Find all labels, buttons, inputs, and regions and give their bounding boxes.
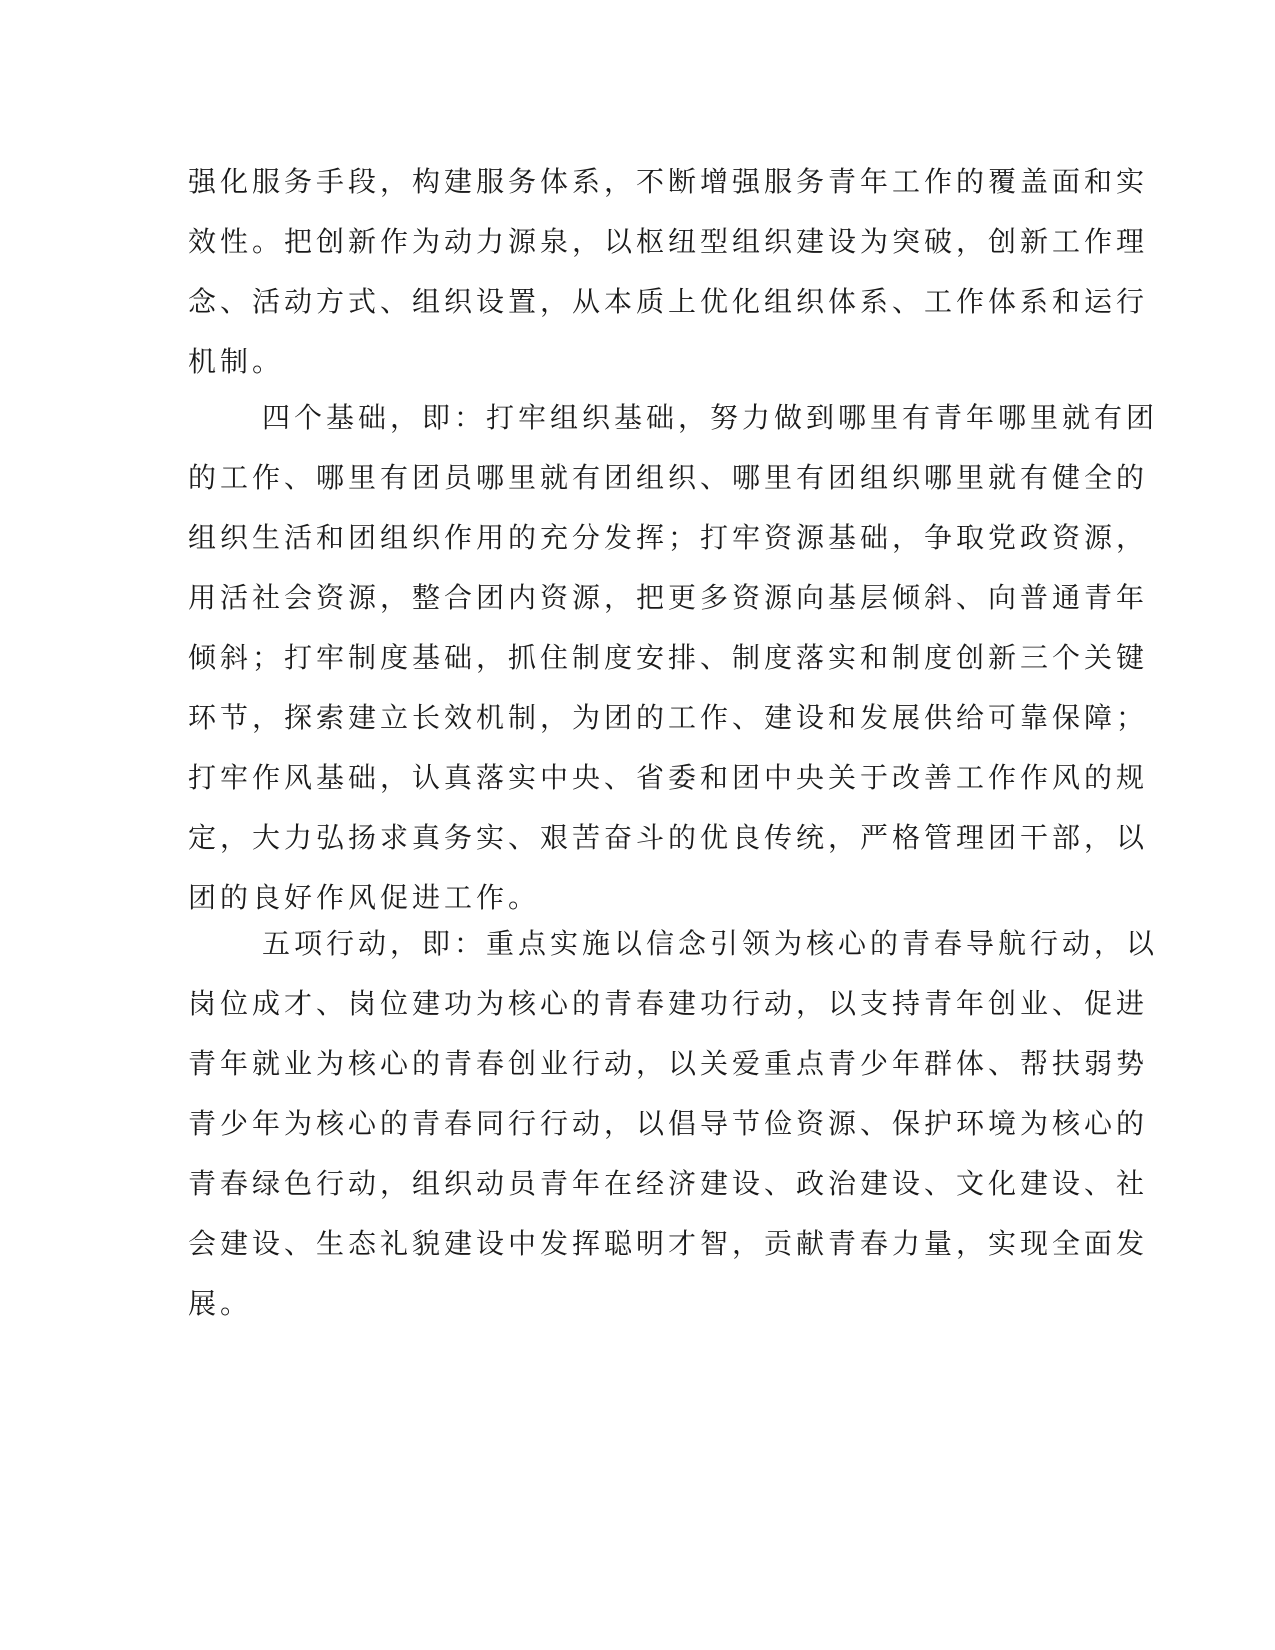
paragraph-line: 团的良好作风促进工作。	[188, 881, 541, 914]
paragraph-line: 五项行动，即：重点实施以信念引领为核心的青春导航行动，以	[262, 927, 1159, 960]
paragraph-line: 倾斜；打牢制度基础，抓住制度安排、制度落实和制度创新三个关键	[188, 641, 1149, 674]
paragraph-line: 打牢作风基础，认真落实中央、省委和团中央关于改善工作作风的规	[188, 761, 1149, 794]
paragraph-line: 效性。把创新作为动力源泉，以枢纽型组织建设为突破，创新工作理	[188, 225, 1149, 258]
paragraph-line: 组织生活和团组织作用的充分发挥；打牢资源基础，争取党政资源，	[188, 521, 1149, 554]
paragraph-line: 岗位成才、岗位建功为核心的青春建功行动，以支持青年创业、促进	[188, 987, 1149, 1020]
paragraph-line: 念、活动方式、组织设置，从本质上优化组织体系、工作体系和运行	[188, 285, 1149, 318]
paragraph-line: 青春绿色行动，组织动员青年在经济建设、政治建设、文化建设、社	[188, 1167, 1149, 1200]
paragraph-3	[188, 914, 1159, 1334]
paragraph-line: 的工作、哪里有团员哪里就有团组织、哪里有团组织哪里就有健全的	[188, 461, 1149, 494]
paragraph-line: 用活社会资源，整合团内资源，把更多资源向基层倾斜、向普通青年	[188, 581, 1149, 614]
paragraph-line: 定，大力弘扬求真务实、艰苦奋斗的优良传统，严格管理团干部，以	[188, 821, 1149, 854]
paragraph-2	[188, 388, 1159, 928]
paragraph-line: 青年就业为核心的青春创业行动，以关爱重点青少年群体、帮扶弱势	[188, 1047, 1149, 1080]
paragraph-line: 青少年为核心的青春同行行动，以倡导节俭资源、保护环境为核心的	[188, 1107, 1149, 1140]
paragraph-line: 四个基础，即：打牢组织基础，努力做到哪里有青年哪里就有团	[262, 401, 1159, 434]
paragraph-line: 会建设、生态礼貌建设中发挥聪明才智，贡献青春力量，实现全面发	[188, 1227, 1149, 1260]
paragraph-line: 环节，探索建立长效机制，为团的工作、建设和发展供给可靠保障；	[188, 701, 1149, 734]
paragraph-line: 强化服务手段，构建服务体系，不断增强服务青年工作的覆盖面和实	[188, 165, 1149, 198]
paragraph-line: 展。	[188, 1287, 253, 1320]
paragraph-1	[188, 152, 1149, 392]
paragraph-line: 机制。	[188, 345, 285, 378]
